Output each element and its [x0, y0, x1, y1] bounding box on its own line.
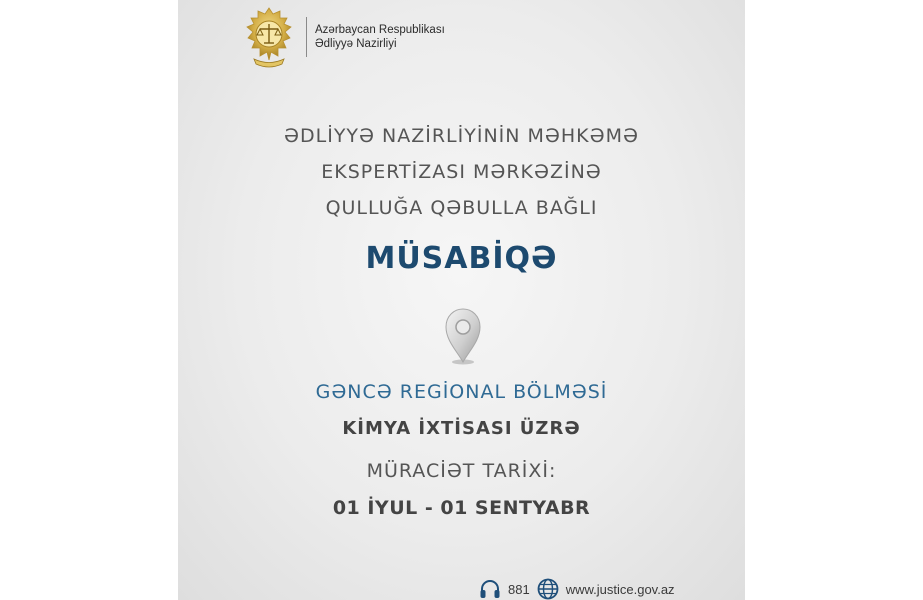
globe-icon: [536, 577, 560, 600]
announcement-title: MÜSABİQƏ: [365, 241, 558, 276]
org-name-line2: Ədliyyə Nazirliyi: [315, 38, 397, 50]
poster-header: [238, 2, 445, 72]
subtitle-line-3: QULLUĞA QƏBULLA BAĞLI: [325, 197, 598, 219]
subtitle-line-2: EKSPERTİZASI MƏRKƏZİNƏ: [321, 161, 602, 183]
website-link[interactable]: www.justice.gov.az: [565, 581, 675, 597]
location-pin-icon: [440, 306, 486, 366]
hotline-number: 881: [508, 581, 530, 597]
region-label: GƏNCƏ REGİONAL BÖLMƏSİ: [315, 381, 608, 403]
application-date-value: 01 İYUL - 01 SENTYABR: [332, 497, 591, 519]
organization-name: [315, 23, 445, 51]
announcement-subtitle: [178, 118, 745, 226]
justice-ministry-emblem-icon: [238, 4, 300, 70]
specialty-label: KİMYA İXTİSASI ÜZRƏ: [342, 418, 581, 439]
subtitle-line-1: ƏDLİYYƏ NAZİRLİYİNİN MƏHKƏMƏ: [284, 125, 639, 147]
headset-icon: [478, 577, 502, 600]
org-name-line1: Azərbaycan Respublikası: [315, 24, 445, 36]
header-divider: [306, 17, 307, 57]
application-date-label: MÜRACİƏT TARİXİ:: [366, 460, 557, 482]
announcement-poster: [178, 0, 745, 600]
poster-footer: [478, 576, 675, 600]
